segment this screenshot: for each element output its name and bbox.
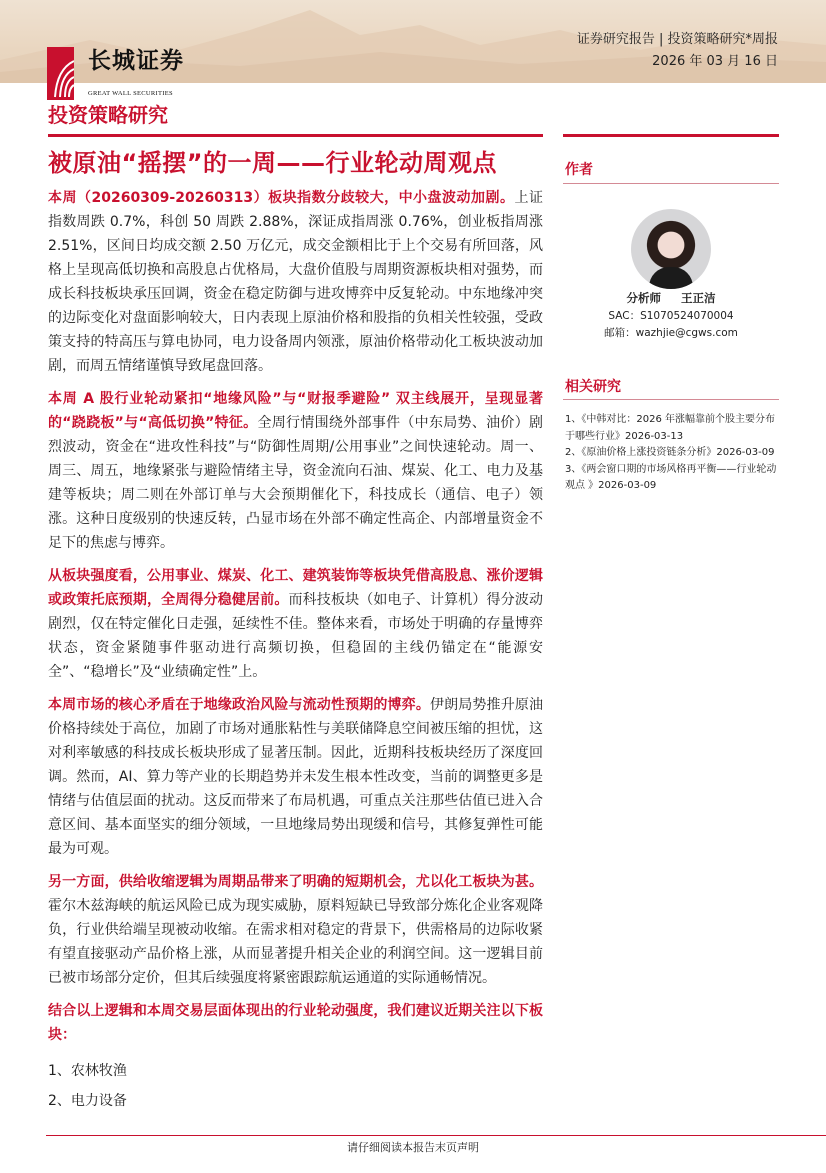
spacer — [48, 1119, 543, 1135]
analyst-avatar — [631, 209, 711, 289]
report-headline: 被原油“摇摆”的一周——行业轮动周观点 — [48, 149, 498, 177]
paragraph-lead: 本周市场的核心矛盾在于地缘政治风险与流动性预期的博弈。 — [48, 697, 430, 713]
header-meta — [577, 29, 778, 73]
paragraph — [48, 564, 543, 684]
paragraph-lead: 另一方面，供给收缩逻辑为周期品带来了明确的短期机会，尤以化工板块为甚。 — [48, 874, 543, 890]
paragraph-text: 全周行情围绕外部事件（中东局势、油价）剧烈波动，资金在“进攻性科技”与“防御性周期/公用事业”之间快速轮动。周一、周三、周五，地缘紧张与避险情绪主导，资金流向石油、煤炭、化工、电力及基建等板块；周二则在外部订单与大会预期催化下，科技成长（通信、电子）领涨。这种日度级别的快速反转，凸显市场在外部不确定性高企、内部增量资金不足下的焦虑与博弈。 — [48, 415, 543, 551]
paragraph — [48, 186, 543, 378]
logo-mark-icon — [47, 47, 74, 100]
paragraph-text: 而科技板块（如电子、计算机）得分波动剧烈，仅在特定催化日走强，延续性不佳。整体来看，市场处于明确的存量博弈状态，资金紧随事件驱动进行高频切换，但稳固的主线仍锚定在“能源安全”、“稳增长”及“业绩确定性”上。 — [48, 592, 543, 680]
divider — [48, 134, 543, 137]
paragraph-lead: 本周 A 股行业轮动紧扣“地缘风险”与“财报季避险” 双主线展开，呈现显著的“跷跷板”与“高低切换”特征。 — [48, 391, 543, 431]
paragraph-lead: 结合以上逻辑和本周交易层面体现出的行业轮动强度，我们建议近期关注以下板块： — [48, 1003, 543, 1043]
paragraph — [48, 999, 543, 1047]
divider — [563, 183, 779, 184]
analyst-name — [563, 291, 779, 306]
paragraph — [48, 870, 543, 990]
paragraph-text: 上证指数周跌 0.7%，科创 50 周跌 2.88%，深证成指周涨 0.76%，创业板指周涨 2.51%，区间日均成交额 2.50 万亿元，成交金额相比于上个交易有所回落，风格上呈现高低切换和高股息占优格局，大盘价值股与周期资源板块相对强势，而成长科技板块承压回调，资金在稳定防御与进攻博弈中反复轮动。中东地缘冲突的边际变化对盘面影响较大，日内表现上原油价格和股指的负相关性较强，受政策支持的特高压与算电协同，电力设备周内领涨，原油价格带动化工板块波动加剧，而周五情绪谨慎导致尾盘回落。 — [48, 190, 544, 374]
report-type: 证券研究报告 | 投资策略研究*周报 — [576, 32, 778, 47]
author-heading: 作者 — [565, 162, 593, 178]
divider — [563, 399, 779, 400]
related-item[interactable]: 1、《中韩对比：2026 年涨幅靠前个股主要分布于哪些行业》2026-03-13 — [565, 414, 775, 442]
paragraph-lead: 本周（20260309-20260313）板块指数分歧较大，中小盘波动加剧。 — [48, 190, 515, 206]
paragraph — [48, 387, 543, 555]
analyst-sac: SAC：S1070524070004 — [608, 310, 734, 322]
section-title: 投资策略研究 — [48, 103, 168, 127]
paragraph-text: 霍尔木兹海峡的航运风险已成为现实威胁，原料短缺已导致部分炼化企业客观降负，行业供给端呈现被动收缩。在需求相对稳定的背景下，供需格局的边际收紧有望直接驱动产品价格上涨，从而显著提升相关企业的利润空间。这一逻辑目前已被市场部分定价，但其后续强度将紧密跟踪航运通道的实际通畅情况。 — [48, 898, 543, 986]
paragraph-lead: 从板块强度看，公用事业、煤炭、化工、建筑装饰等板块凭借高股息、涨价逻辑或政策托底预期，全周得分稳健居前。 — [48, 568, 543, 608]
body-flow — [48, 186, 543, 1173]
related-list — [565, 412, 781, 495]
related-heading: 相关研究 — [565, 379, 621, 395]
related-item[interactable]: 3、《两会窗口期的市场风格再平衡——行业轮动观点 》2026-03-09 — [565, 463, 777, 491]
report-date: 2026 年 03 月 16 日 — [652, 54, 778, 69]
footer-disclaimer: 请仔细阅读本报告末页声明 — [347, 1141, 479, 1154]
paragraph-text: 伊朗局势推升原油价格持续处于高位，加剧了市场对通胀粘性与美联储降息空间被压缩的担忧，这对利率敏感的科技成长板块形成了显著压制。因此，近期科技板块经历了深度回调。然而，AI、算力等产业的长期趋势并未发生根本性改变，当前的调整更多是情绪与估值层面的扰动。这反而带来了布局机遇，可重点关注那些估值已进入合意区间、基本面坚实的细分领域，一旦地缘局势出现缓和信号，其修复弹性可能最为可观。 — [48, 697, 543, 857]
related-item[interactable]: 2、《原油价格上涨投资链条分析》2026-03-09 — [565, 447, 775, 458]
recommendation-item: 2、电力设备 — [48, 1093, 127, 1109]
logo-subtext: GREAT WALL SECURITIES — [88, 90, 173, 97]
analyst-email[interactable]: 邮箱：wazhjie@cgws.com — [604, 327, 738, 339]
footer-divider — [46, 1135, 826, 1136]
divider — [563, 134, 779, 137]
analyst-label: 分析师 — [626, 291, 661, 305]
paragraph — [48, 693, 543, 861]
recommendation-item: 1、农林牧渔 — [48, 1063, 127, 1079]
analyst-name-text: 王正洁 — [681, 291, 716, 305]
report-body — [48, 186, 543, 1119]
logo-text: 长城证券 — [88, 47, 184, 74]
